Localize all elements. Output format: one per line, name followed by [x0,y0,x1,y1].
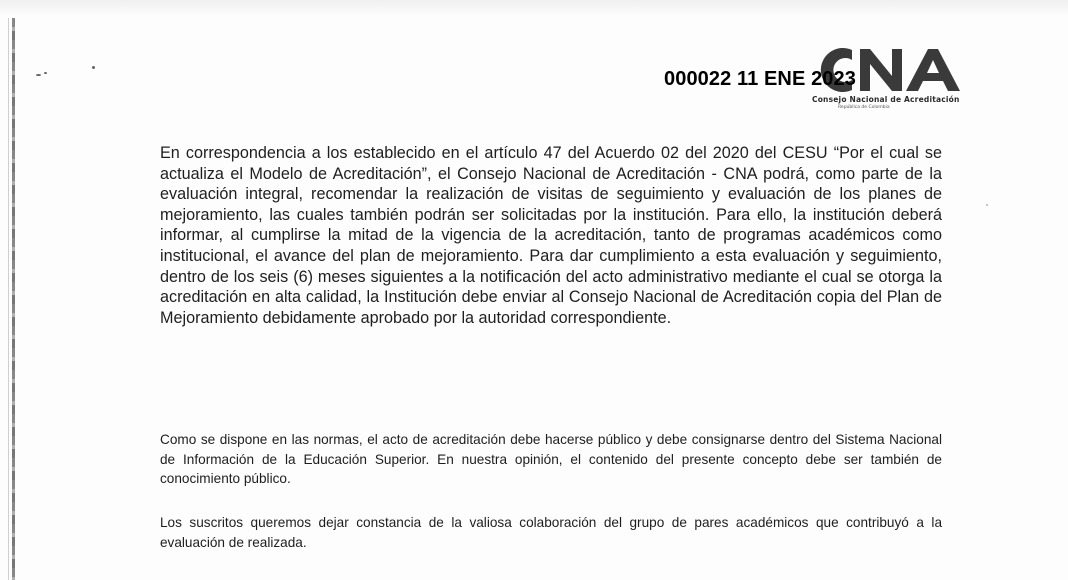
scan-binding-edge [12,18,15,580]
document-number-stamp: 000022 11 ENE 2023 [664,68,856,90]
paragraph-followup-visits: En correspondencia a los establecido en el artículo 47 del Acuerdo 02 del 2020 del CESU “Por el cual se actualiza el Modelo de Acreditación”, el Consejo Nacional de Acreditación - CNA podrá, como parte de la evaluación integral, recomendar la realización de visitas de seguimiento y evaluación de los planes de mejoramiento, las cuales también podrán ser solicitadas por la institución. Para ello, la institución deberá informar, al cumplirse la mitad de la vigencia de la acreditación, tanto de programas académicos como institucional, el avance del plan de mejoramiento. Para dar cumplimiento a esta evaluación y seguimiento, dentro de los seis (6) meses siguientes a la notificación del acto administrativo mediante el cual se otorga la acreditación en alta calidad, la Institución debe enviar al Consejo Nacional de Acreditación copia del Plan de Mejoramiento debidamente aprobado por la autoridad correspondiente. [160,144,942,327]
scan-speck [986,204,988,206]
scan-speck [92,66,95,69]
cna-logo-subtitle: Consejo Nacional de Acreditación [812,95,960,104]
scan-top-band [0,0,1068,14]
cna-logo-tagline: República de Colombia [838,105,890,110]
scan-speck [44,72,47,74]
scan-edge-line [8,18,9,580]
paragraph-acknowledgement: Los suscritos queremos dejar constancia de la valiosa colaboración del grupo de pares académicos que contribuyó a la evaluación de realizada. [160,515,942,550]
paragraph-public-act: Como se dispone en las normas, el acto de acreditación debe hacerse público y debe consignarse dentro del Sistema Nacional de Información de la Educación Superior. En nuestra opinión, el contenido del presente concepto debe ser también de conocimiento público. [160,432,942,486]
scan-speck [36,74,41,76]
